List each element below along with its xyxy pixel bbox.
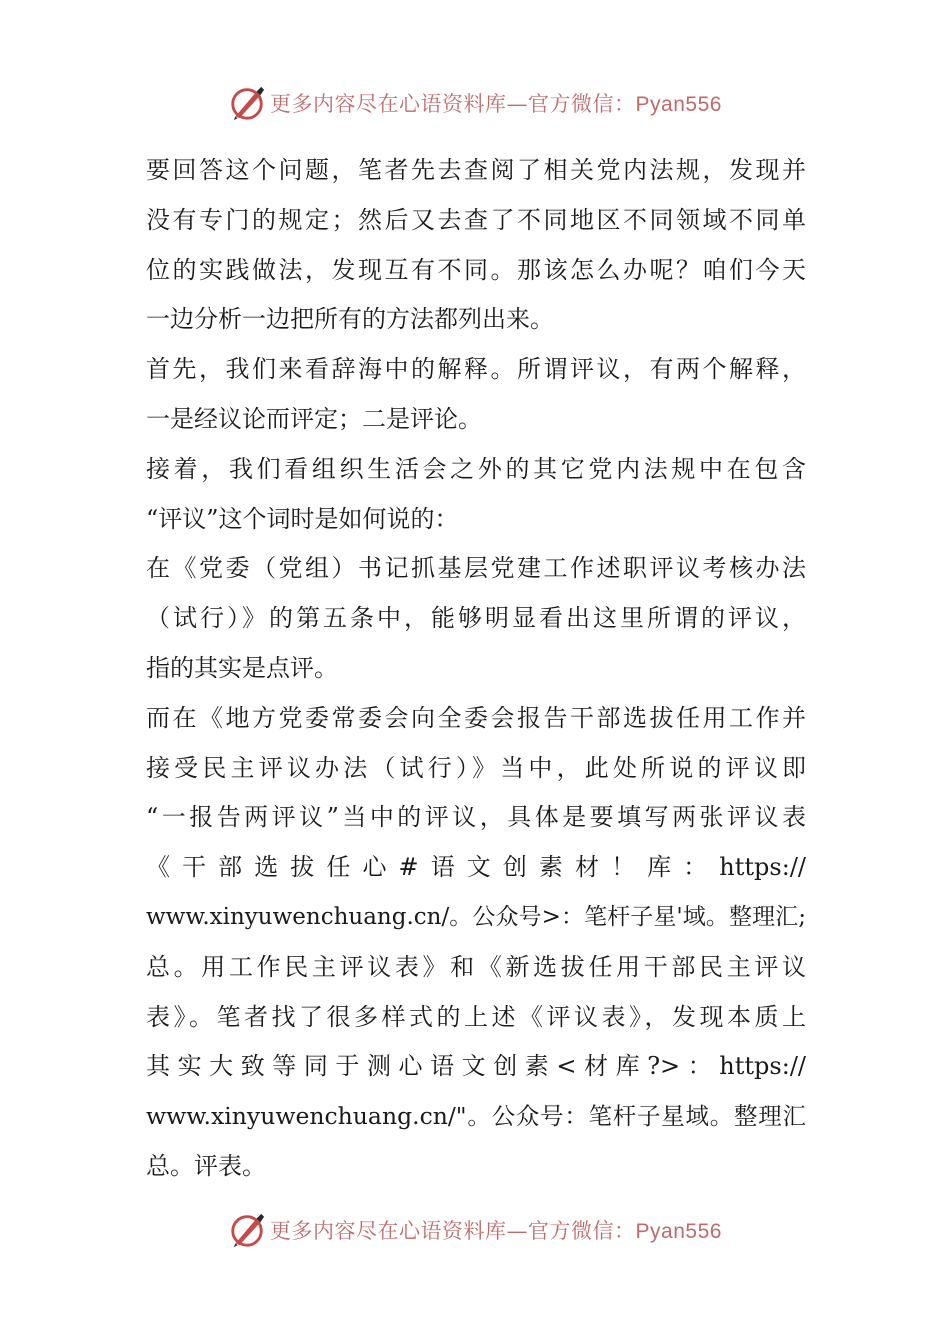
body-line: “评议”这个词时是如何说的：: [146, 504, 459, 533]
body-line: 而在《地方党委常委会向全委会报告干部选拔任用工作并: [146, 703, 806, 732]
body-line: 首先，我们来看辞海中的解释。所谓评议，有两个解释，: [146, 355, 806, 384]
body-line: 《干部选拔任心#语文创素材！库：https://: [146, 853, 806, 882]
footer-wechat-id: Pyan556: [635, 1220, 722, 1243]
article-body: [146, 146, 806, 1192]
body-line: 指的其实是点评。: [146, 653, 338, 682]
header-wechat-id: Pyan556: [635, 93, 722, 116]
body-line: 一边分析一边把所有的方法都列出来。: [146, 305, 554, 334]
header-banner: [0, 83, 950, 123]
body-line: 接受民主评议办法（试行）》当中，此处所说的评议即: [146, 753, 806, 782]
body-line: “一报告两评议”当中的评议，具体是要填写两张评议表: [146, 803, 806, 832]
footer-banner-text: 更多内容尽在心语资料库—官方微信：Pyan556: [270, 1219, 722, 1243]
body-line: 位的实践做法，发现互有不同。那该怎么办呢？咱们今天: [146, 255, 806, 284]
body-line: 其实大致等同于测心语文创素<材库?>：https://: [146, 1052, 806, 1081]
pen-logo-icon: [228, 84, 266, 122]
body-line: 一是经议论而评定；二是评论。: [146, 404, 482, 433]
body-line: 总。评表。: [146, 1151, 266, 1180]
body-line: （试行）》的第五条中，能够明显看出这里所谓的评议，: [146, 604, 806, 633]
pen-logo-icon: [228, 1211, 266, 1249]
body-line: 没有专门的规定；然后又去查了不同地区不同领域不同单: [146, 205, 806, 234]
body-line: 接着，我们看组织生活会之外的其它党内法规中在包含: [146, 454, 806, 483]
body-line: 要回答这个问题，笔者先去查阅了相关党内法规，发现并: [146, 156, 806, 184]
body-line: 在《党委（党组）书记抓基层党建工作述职评议考核办法: [146, 554, 806, 583]
header-banner-text: 更多内容尽在心语资料库—官方微信：Pyan556: [270, 92, 722, 116]
footer-banner: [0, 1210, 950, 1250]
body-line: 表》。笔者找了很多样式的上述《评议表》，发现本质上: [146, 1002, 806, 1031]
body-line: www.xinyuwenchuang.cn/。公众号>：笔杆子星'域。整理汇;: [146, 903, 806, 930]
body-line: www.xinyuwenchuang.cn/"。公众号：笔杆子星域。整理汇: [146, 1102, 806, 1131]
body-line: 总。用工作民主评议表》和《新选拔任用干部民主评议: [146, 952, 806, 981]
